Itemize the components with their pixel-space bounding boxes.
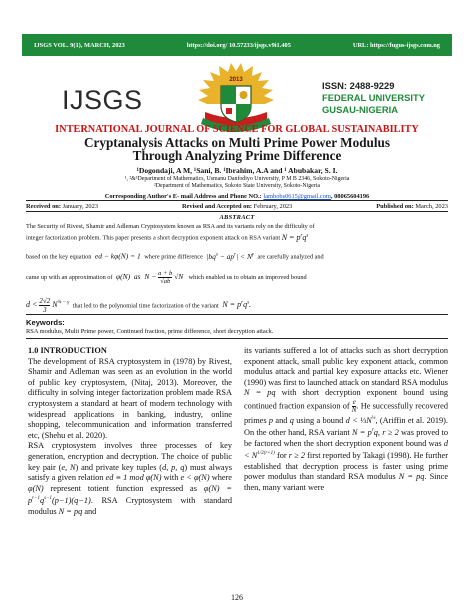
corresponding-author (0, 193, 474, 200)
author-phone: , 08065604196 (330, 193, 370, 200)
affiliation-1: ¹, ²&³Department of Mathematics, Usmanu Danfodiyo University, P M B 2346, Sokoto-Nigeria (124, 176, 350, 182)
brand-logo-text: IJSGS (62, 85, 143, 115)
issn-block (322, 80, 462, 116)
published-date: Published on: March, 2023 (376, 203, 448, 210)
abstract-line-5: d < $\frac{2√2}{3}$ $N^{\frac{3}{4} - \gamma}$ that led to the polynomial time factorization of the variant $N = p^rq^s$. (26, 297, 252, 314)
abstract-line-2: integer factorization problem. This paper presents a short decryption exponent attack on RSA variant $N = p^rq^s$ (26, 232, 309, 242)
corresponding-label: Corresponding Author's E- mail Address and Phone NO.: (104, 193, 262, 200)
divider-keywords (26, 338, 448, 339)
abstract-line-1: The Security of Rivest, Shamir and Adleman Cryptosystem known as RSA and its variants rely on the difficulty of (26, 223, 315, 230)
section-heading: 1.0 INTRODUCTION (28, 346, 107, 355)
divider-dates (26, 211, 448, 212)
right-column (244, 346, 448, 493)
issn-number: ISSN: 2488-9229 (322, 80, 395, 91)
page-number: 126 (231, 593, 243, 602)
left-column (28, 346, 232, 517)
article-title: Cryptanalysis Attacks on Multi Prime Power Modulus Through Analyzing Prime Difference (84, 135, 390, 163)
abstract-line-4: came up with an approximation of φ(N) as N − $\frac{a + b}{√ab}$ √N which enabled us to obtain an improved bound (26, 270, 307, 285)
affiliation-2: ²Department of Mathematics, Sokoto State University, Sokoto-Nigeria (154, 183, 320, 189)
divider-abstract (26, 314, 448, 315)
divider-top (26, 200, 448, 201)
author-email-link[interactable]: lambobs0615@gmail.com (263, 193, 331, 200)
keywords-text: RSA modulus, Multi Prime power, Continued fraction, prime difference, short decryption attack. (26, 328, 274, 335)
university-line-1: FEDERAL UNIVERSITY (322, 92, 425, 103)
journal-url[interactable]: URL: https://fugus-ijsgs.com.ng (352, 41, 440, 49)
abstract-line-3: based on the key equation ed − kφ(N) = 1 where prime difference $|bq^s - ap^r| < N^\gamma$ are carefully analyzed and (26, 251, 324, 261)
abstract-heading: ABSTRACT (219, 214, 255, 221)
volume-text: IJSGS VOL. 9(1), MARCH, 2023 (34, 41, 125, 49)
received-date: Received on: January, 2023 (26, 203, 99, 210)
doi-link[interactable]: https://doi.org/ 10.57233/ijsgs.v9i1.405 (186, 41, 291, 49)
intro-paragraph-1: The development of RSA cryptosystem in (1978) by Rivest, Shamir and Adleman was seen as an evolution in the world of public key cryptosystem, (Nitaj, 2013). Moreover, the difficulty in solving integer factorization problem made RSA cryptosystem a standard at heart of modern technology with widespread applications in banking, industry, online shopping, telecommunication and information transferred etc, (Shehu et al. 2020). (28, 356, 232, 440)
right-paragraph: its variants suffered a lot of attacks such as short decryption exponent attack, small public key exponent attack, common modulus attack and partial key exposure attacks etc. Wiener (1990) was first to launched attack on standard RSA modulus N = pq with short decryption exponent bound using continued fraction expansion of $\frac{e}{N}$ . He successfully recovered primes p and q using a bound $d < \frac{1}{3}N^{\frac{1}{4}}$, (Ariffin et al. 2019). On the other hand, RSA variant $N = p^rq$, r ≥ 2 was proved to be factored when the short decryption exponent bound was $d < N^{1/2(r+1)}$ for r ≥ 2 first reported by Takagi (1998). He further established that decryption process is faster using prime power modulus than standard RSA modulus N = pq. Since then, many variant were (244, 346, 449, 492)
university-line-2: GUSAU-NIGERIA (322, 104, 399, 115)
publication-dates (26, 203, 448, 210)
revised-date: Revised and Accepted on: February, 2023 (181, 203, 293, 210)
journal-name: INTERNATIONAL JOURNAL OF SCIENCE FOR GLOBAL SUSTAINABILITY (55, 124, 419, 135)
svg-text:2013: 2013 (229, 77, 243, 83)
intro-paragraph-2: RSA cryptosystem involves three processes of key generation, encryption and decryption. The choice of public key pair (e, N) and private key tuples (d, p, q) must always satisfy a given relation ed ≡ 1 mod φ(N) with e < φ(N) where φ(N) represent totient function expressed as $\varphi(N) = p^{r-1}q^{s-1}(p-1)(q-1)$. RSA Cryptosystem with standard modulus N = pq and (28, 441, 232, 516)
authors-line: ¹Dogondaji, A M, ¹Sani, B. ¹Ibrahim, A.A and ¹ Abubakar, S. I. (136, 166, 338, 175)
keywords-heading: Keywords: (26, 318, 65, 327)
header-bar (22, 34, 452, 56)
